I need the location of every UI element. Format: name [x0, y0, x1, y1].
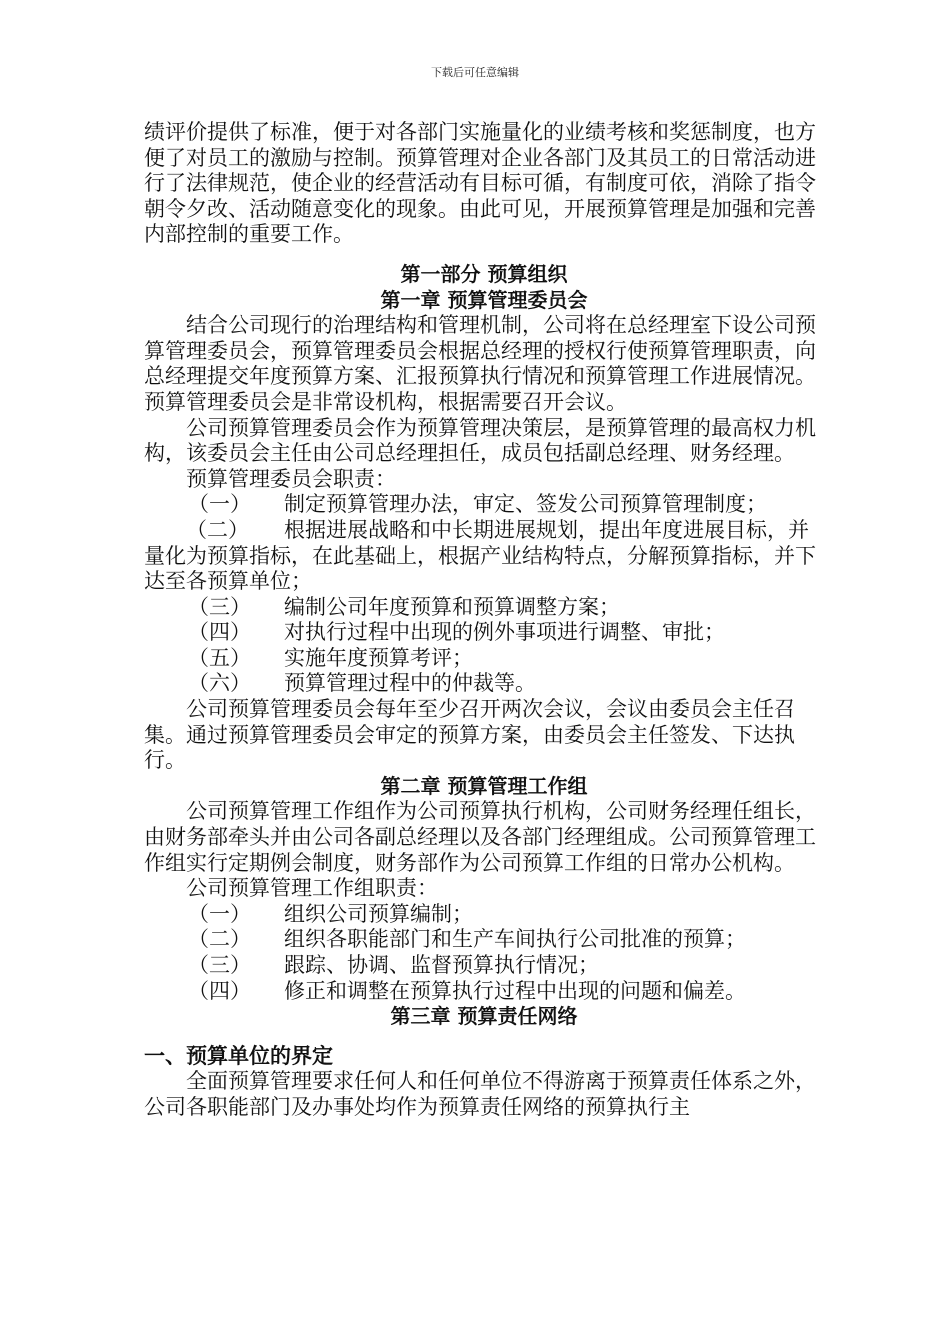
workgroup-duty-item: [144, 927, 824, 953]
section-title: 一、预算单位的界定: [144, 1043, 333, 1068]
chapter-2-title: 第二章 预算管理工作组: [380, 773, 588, 798]
duty-text: 修正和调整在预算执行过程中出现的问题和偏差。: [284, 978, 746, 1003]
duty-text: 组织各职能部门和生产车间执行公司批准的预算；: [284, 927, 746, 952]
committee-duty-item: [144, 646, 824, 672]
duty-number: （一）: [188, 901, 251, 926]
duty-number: （二）: [188, 927, 251, 952]
duty-text: 实施年度预算考评；: [284, 645, 473, 670]
committee-duty-item: [144, 492, 824, 518]
workgroup-duty-item: [144, 979, 824, 1005]
duty-number: （二）: [186, 517, 249, 542]
chapter-3-title: 第三章 预算责任网络: [390, 1004, 578, 1029]
duty-text: 预算管理过程中的仲裁等。: [284, 671, 536, 696]
chapter-1-paragraph-2: 公司预算管理委员会作为预算管理决策层，是预算管理的最高权力机构，该委员会主任由公司总经理担任，成员包括副总经理、财务经理。: [144, 415, 816, 466]
duty-text: 组织公司预算编制；: [284, 901, 473, 926]
chapter-1-paragraph-1: 结合公司现行的治理结构和管理机制，公司将在总经理室下设公司预算管理委员会，预算管理委员会根据总经理的授权行使预算管理职责，向总经理提交年度预算方案、汇报预算执行情况和预算管理工作进展情况。预算管理委员会是非常设机构，根据需要召开会议。: [144, 313, 816, 414]
committee-duty-item: [144, 620, 824, 646]
duty-number: （五）: [188, 645, 251, 670]
duty-number: （三）: [188, 953, 251, 977]
workgroup-duty-item: [144, 953, 824, 979]
duty-text: 制定预算管理办法，审定、签发公司预算管理制度；: [284, 492, 767, 517]
duty-text: 根据进展战略和中长期进展规划，提出年度进展目标，并量化为预算指标，在此基础上，根据产业结构特点，分解预算指标，并下达至各预算单位；: [144, 517, 816, 594]
spacer: [144, 1030, 824, 1044]
committee-duty-item: [144, 518, 824, 595]
duty-text: 编制公司年度预算和预算调整方案；: [284, 594, 620, 619]
chapter-3-paragraph-1: 全面预算管理要求任何人和任何单位不得游离于预算责任体系之外，公司各职能部门及办事处均作为预算责任网络的预算执行主: [144, 1069, 816, 1119]
chapter-1-title: 第一章 预算管理委员会: [380, 287, 588, 312]
page-header: 下载后可任意编辑: [431, 66, 519, 79]
document-body: [144, 120, 824, 1121]
duty-number: （四）: [188, 978, 251, 1003]
workgroup-duty-item: [144, 902, 824, 928]
committee-duty-item: [144, 671, 824, 697]
chapter-1-paragraph-3: 公司预算管理委员会每年至少召开两次会议，会议由委员会主任召集。通过预算管理委员会审定的预算方案，由委员会主任签发、下达执行。: [144, 697, 795, 773]
committee-duty-item: [144, 595, 824, 621]
workgroup-duties-label: 公司预算管理工作组职责：: [186, 876, 438, 901]
chapter-2-paragraph-1: 公司预算管理工作组作为公司预算执行机构，公司财务经理任组长，由财务部牵头并由公司各副总经理以及各部门经理组成。公司预算管理工作组实行定期例会制度，财务部作为公司预算工作组的日常办公机构。: [144, 799, 816, 875]
duty-number: （一）: [188, 492, 251, 517]
duty-text: 对执行过程中出现的例外事项进行调整、审批；: [284, 620, 725, 645]
duty-number: （六）: [188, 671, 251, 696]
intro-paragraph: 绩评价提供了标准，便于对各部门实施量化的业绩考核和奖惩制度，也方便了对员工的激励与控制。预算管理对企业各部门及其员工的日常活动进行了法律规范，使企业的经营活动有目标可循，有制度可依，消除了指令朝令夕改、活动随意变化的现象。由此可见，开展预算管理是加强和完善内部控制的重要工作。: [144, 120, 816, 247]
duty-text: 跟踪、协调、监督预算执行情况；: [284, 953, 599, 977]
duty-number: （三）: [188, 594, 251, 619]
committee-duties-label: 预算管理委员会职责：: [186, 466, 396, 491]
spacer: [144, 248, 824, 262]
part-title: 第一部分 预算组织: [400, 261, 568, 286]
duty-number: （四）: [188, 620, 251, 645]
